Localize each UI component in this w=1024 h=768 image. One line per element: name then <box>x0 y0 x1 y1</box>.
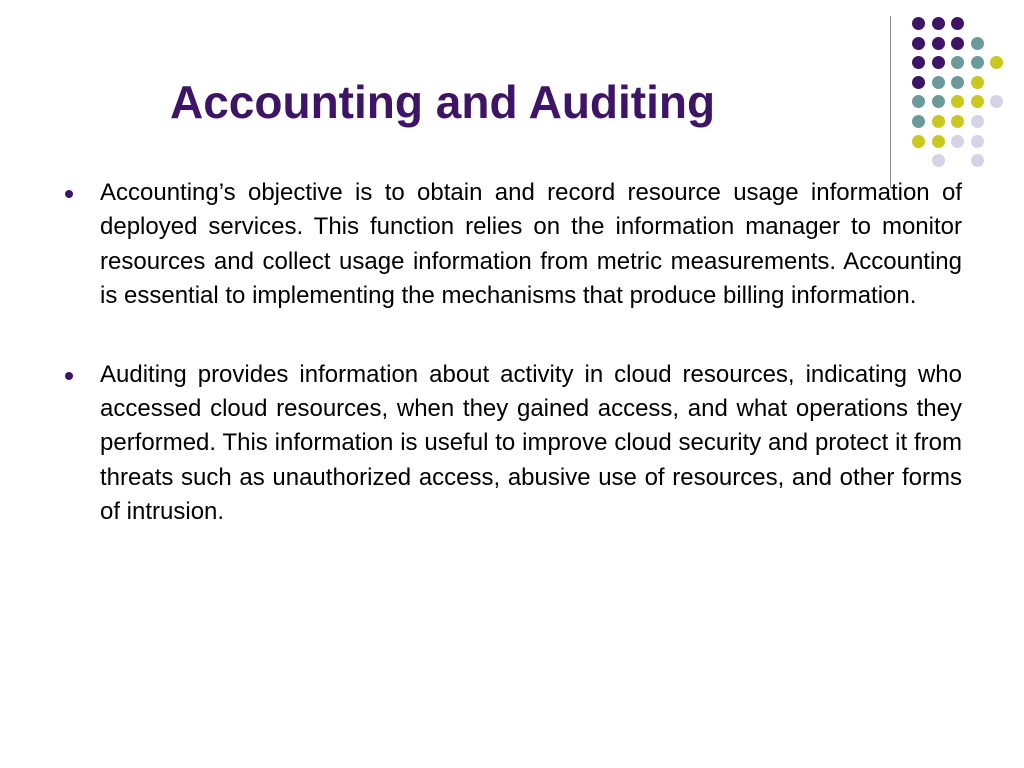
bullet-item-accounting <box>60 176 962 314</box>
decorative-dot <box>912 37 925 50</box>
decorative-dot <box>932 17 945 30</box>
decorative-dot <box>932 115 945 128</box>
decorative-dot <box>932 37 945 50</box>
decorative-dot <box>932 56 945 69</box>
decorative-dot <box>971 76 984 89</box>
decorative-dot <box>932 154 945 167</box>
decorative-dot <box>951 115 964 128</box>
decorative-dot <box>932 95 945 108</box>
decorative-divider <box>890 16 891 188</box>
decorative-dot <box>912 135 925 148</box>
bullet-dot-icon <box>65 372 73 380</box>
bullet-text: Accounting’s objective is to obtain and record resource usage information of deployed services. This function relies on the information manager to monitor resources and collect usage information from metric measurements. Accounting is essential to implementing the mechanisms that produce billing information. <box>100 179 962 310</box>
decorative-dot <box>912 56 925 69</box>
decorative-dot <box>971 56 984 69</box>
bullet-item-auditing <box>60 358 962 530</box>
decorative-dot <box>912 95 925 108</box>
decorative-dot <box>951 17 964 30</box>
decorative-dot <box>971 95 984 108</box>
slide-title: Accounting and Auditing <box>170 76 716 128</box>
decorative-dot <box>951 135 964 148</box>
decorative-dot <box>971 115 984 128</box>
decorative-dot <box>932 135 945 148</box>
bullet-list <box>60 176 962 574</box>
decorative-dot <box>932 76 945 89</box>
decorative-dot <box>971 135 984 148</box>
bullet-text: Auditing provides information about activity in cloud resources, indicating who accessed cloud resources, when they gained access, and what operations they performed. This information is useful to improve cloud security and protect it from threats such as unauthorized access, abusive use of resources, and other forms of intrusion. <box>100 360 962 526</box>
bullet-dot-icon <box>65 190 73 198</box>
decorative-dot <box>990 95 1003 108</box>
decorative-dot <box>951 56 964 69</box>
decorative-dot <box>912 115 925 128</box>
decorative-dot <box>971 154 984 167</box>
decorative-dot <box>951 95 964 108</box>
decorative-dot <box>971 37 984 50</box>
decorative-dot <box>912 17 925 30</box>
decorative-dot <box>990 56 1003 69</box>
decorative-dot <box>951 37 964 50</box>
decorative-dot <box>951 76 964 89</box>
decorative-dot <box>912 76 925 89</box>
